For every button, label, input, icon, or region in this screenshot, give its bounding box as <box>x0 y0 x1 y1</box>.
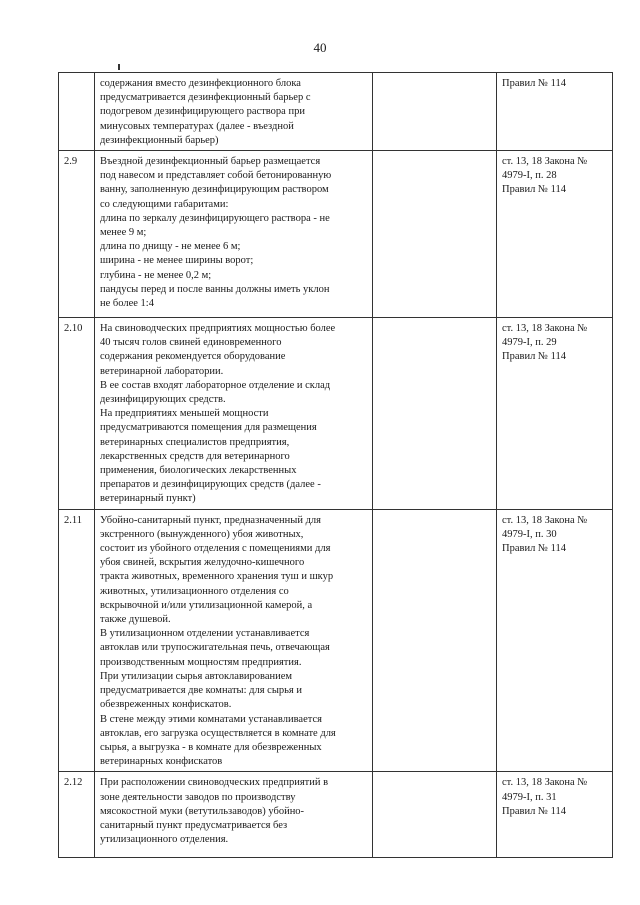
table-row <box>59 772 613 858</box>
table-row <box>59 151 613 318</box>
requirement-text: Убойно-санитарный пункт, предназначенный для экстренного (вынужденного) убоя животных, состоит из убойного отделения с помещениями для убоя свиней, вскрытия желудочно-кишечного тракта животных, временного хранения туш и шкур животных, утилизационного отделения со вскрывочной и/или утилизационной камерой, а также душевой. В утилизационном отделении устанавливается автоклав или трупосжигательная печь, отвечающая производственным мощностям предприятия. При утилизации сырья автоклавированием предусматривается две комнаты: для сырья и обезвреженных конфискатов. В стене между этими комнатами устанавливается автоклав, его загрузка осуществляется в комнате для сырья, а выгрузка - в комнате для обезвреженных ветеринарных конфискатов <box>95 509 373 772</box>
requirement-text: На свиноводческих предприятиях мощностью более 40 тысяч голов свиней единовременного содержания рекомендуется оборудование ветеринарной лаборатории. В ее состав входят лабораторное отделение и склад дезинфицирующих средств. На предприятиях меньшей мощности предусматриваются помещения для размещения ветеринарных специалистов предприятия, лекарственных средств для ветеринарного применения, биологических лекарственных препаратов и дезинфицирующих средств (далее - ветеринарный пункт) <box>95 318 373 510</box>
empty-cell <box>373 318 497 510</box>
scan-mark <box>118 64 120 70</box>
page-number: 40 <box>313 40 327 55</box>
empty-cell <box>373 151 497 318</box>
legal-reference: Правил № 114 <box>497 73 613 151</box>
table-row <box>59 73 613 151</box>
legal-reference: ст. 13, 18 Закона № 4979-I, п. 29 Правил № 114 <box>497 318 613 510</box>
legal-reference: ст. 13, 18 Закона № 4979-I, п. 31 Правил № 114 <box>497 772 613 858</box>
row-number: 2.11 <box>59 509 95 772</box>
empty-cell <box>373 73 497 151</box>
legal-reference: ст. 13, 18 Закона № 4979-I, п. 28 Правил № 114 <box>497 151 613 318</box>
row-number: 2.10 <box>59 318 95 510</box>
empty-cell <box>373 772 497 858</box>
requirement-text: Въездной дезинфекционный барьер размещается под навесом и представляет собой бетонированную ванну, заполненную дезинфицирующим раствором со следующими габаритами: длина по зеркалу дезинфицирующего раствора - не менее 9 м; длина по днищу - не менее 6 м; ширина - не менее ширины ворот; глубина - не менее 0,2 м; пандусы перед и после ванны должны иметь уклон не более 1:4 <box>95 151 373 318</box>
requirements-table <box>58 72 613 858</box>
row-number <box>59 73 95 151</box>
legal-reference: ст. 13, 18 Закона № 4979-I, п. 30 Правил № 114 <box>497 509 613 772</box>
requirement-text: содержания вместо дезинфекционного блока предусматривается дезинфекционный барьер с подогревом дезинфицирующего раствора при минусовых температурах (далее - въездной дезинфекционный барьер) <box>95 73 373 151</box>
table-row <box>59 509 613 772</box>
row-number: 2.12 <box>59 772 95 858</box>
empty-cell <box>373 509 497 772</box>
requirement-text: При расположении свиноводческих предприятий в зоне деятельности заводов по производству мясокостной муки (ветутильзаводов) убойно- санитарный пункт предусматривается без утилизационного отделения. <box>95 772 373 858</box>
table-row <box>59 318 613 510</box>
row-number: 2.9 <box>59 151 95 318</box>
